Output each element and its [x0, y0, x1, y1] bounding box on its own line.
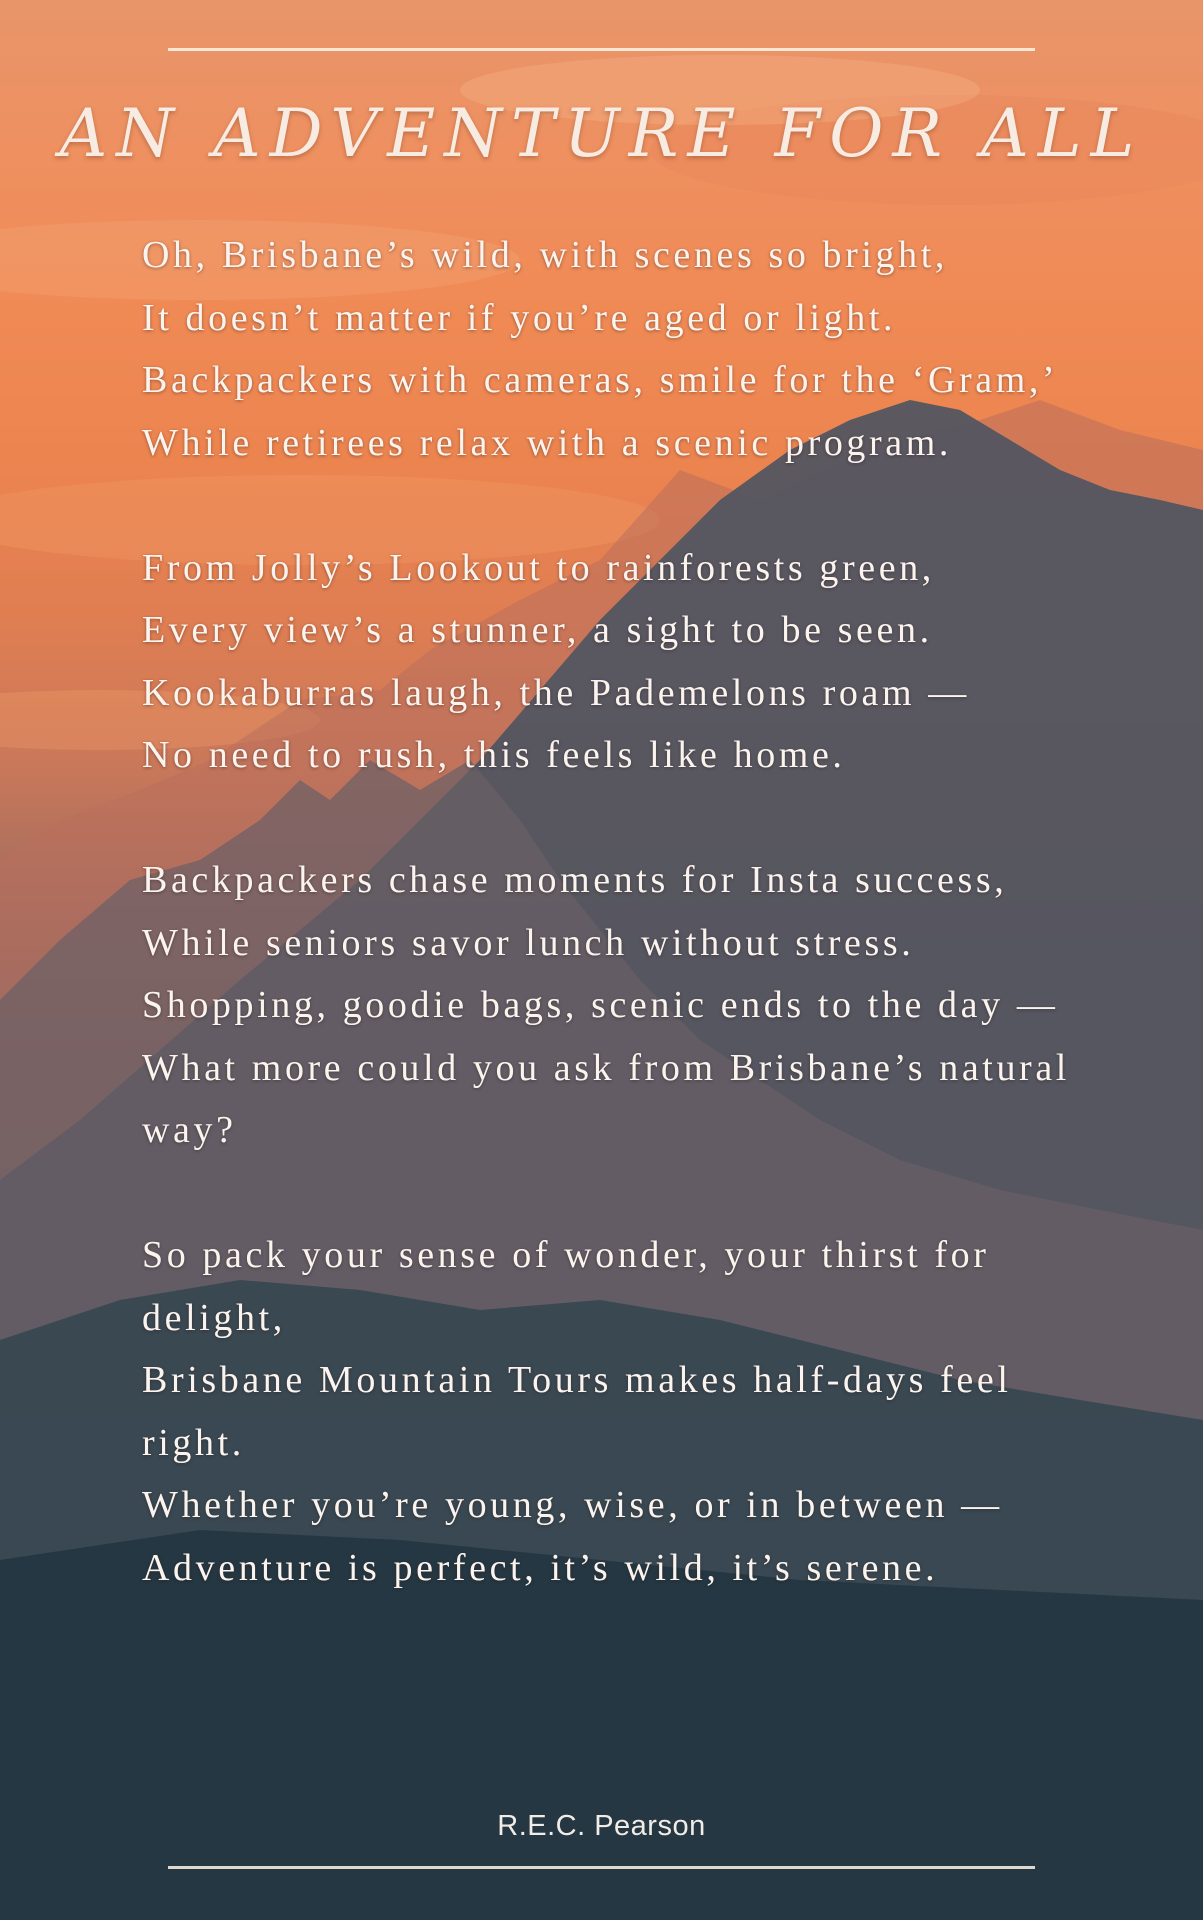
- poem-line: While seniors savor lunch without stress.: [142, 921, 915, 964]
- poem-line: Shopping, goodie bags, scenic ends to the day —: [142, 984, 1059, 1026]
- poem-line: No need to rush, this feels like home.: [142, 734, 846, 776]
- poem-line: It doesn’t matter if you’re aged or light.: [142, 296, 897, 339]
- poem-line: Whether you’re young, wise, or in between —: [142, 1484, 1003, 1526]
- poem-line: While retirees relax with a scenic program.: [142, 421, 953, 464]
- bottom-divider: [168, 1866, 1035, 1869]
- top-divider: [168, 48, 1035, 51]
- poem-line: Kookaburras laugh, the Pademelons roam —: [142, 671, 970, 714]
- stanza-3: [142, 849, 1122, 1162]
- poem-line: What more could you ask from Brisbane’s natural way?: [142, 1046, 1070, 1151]
- poem-line: From Jolly’s Lookout to rainforests green,: [142, 546, 935, 589]
- poem-line: Backpackers with cameras, smile for the ‘Gram,’: [142, 359, 1059, 401]
- stanza-2: [142, 537, 1122, 787]
- poem-body: [142, 224, 1122, 1599]
- poem-line: Adventure is perfect, it’s wild, it’s serene.: [142, 1546, 939, 1589]
- poem-line: Backpackers chase moments for Insta success,: [142, 859, 1008, 901]
- stanza-1: [142, 224, 1122, 474]
- author-credit: R.E.C. Pearson: [497, 1810, 706, 1842]
- poem-line: Brisbane Mountain Tours makes half-days feel right.: [142, 1359, 1012, 1464]
- poem-title: AN ADVENTURE FOR ALL: [59, 95, 1144, 172]
- poem-line: So pack your sense of wonder, your thirst for delight,: [142, 1234, 990, 1339]
- poem-line: Every view’s a stunner, a sight to be seen.: [142, 609, 933, 651]
- stanza-4: [142, 1224, 1122, 1599]
- poem-line: Oh, Brisbane’s wild, with scenes so bright,: [142, 234, 949, 276]
